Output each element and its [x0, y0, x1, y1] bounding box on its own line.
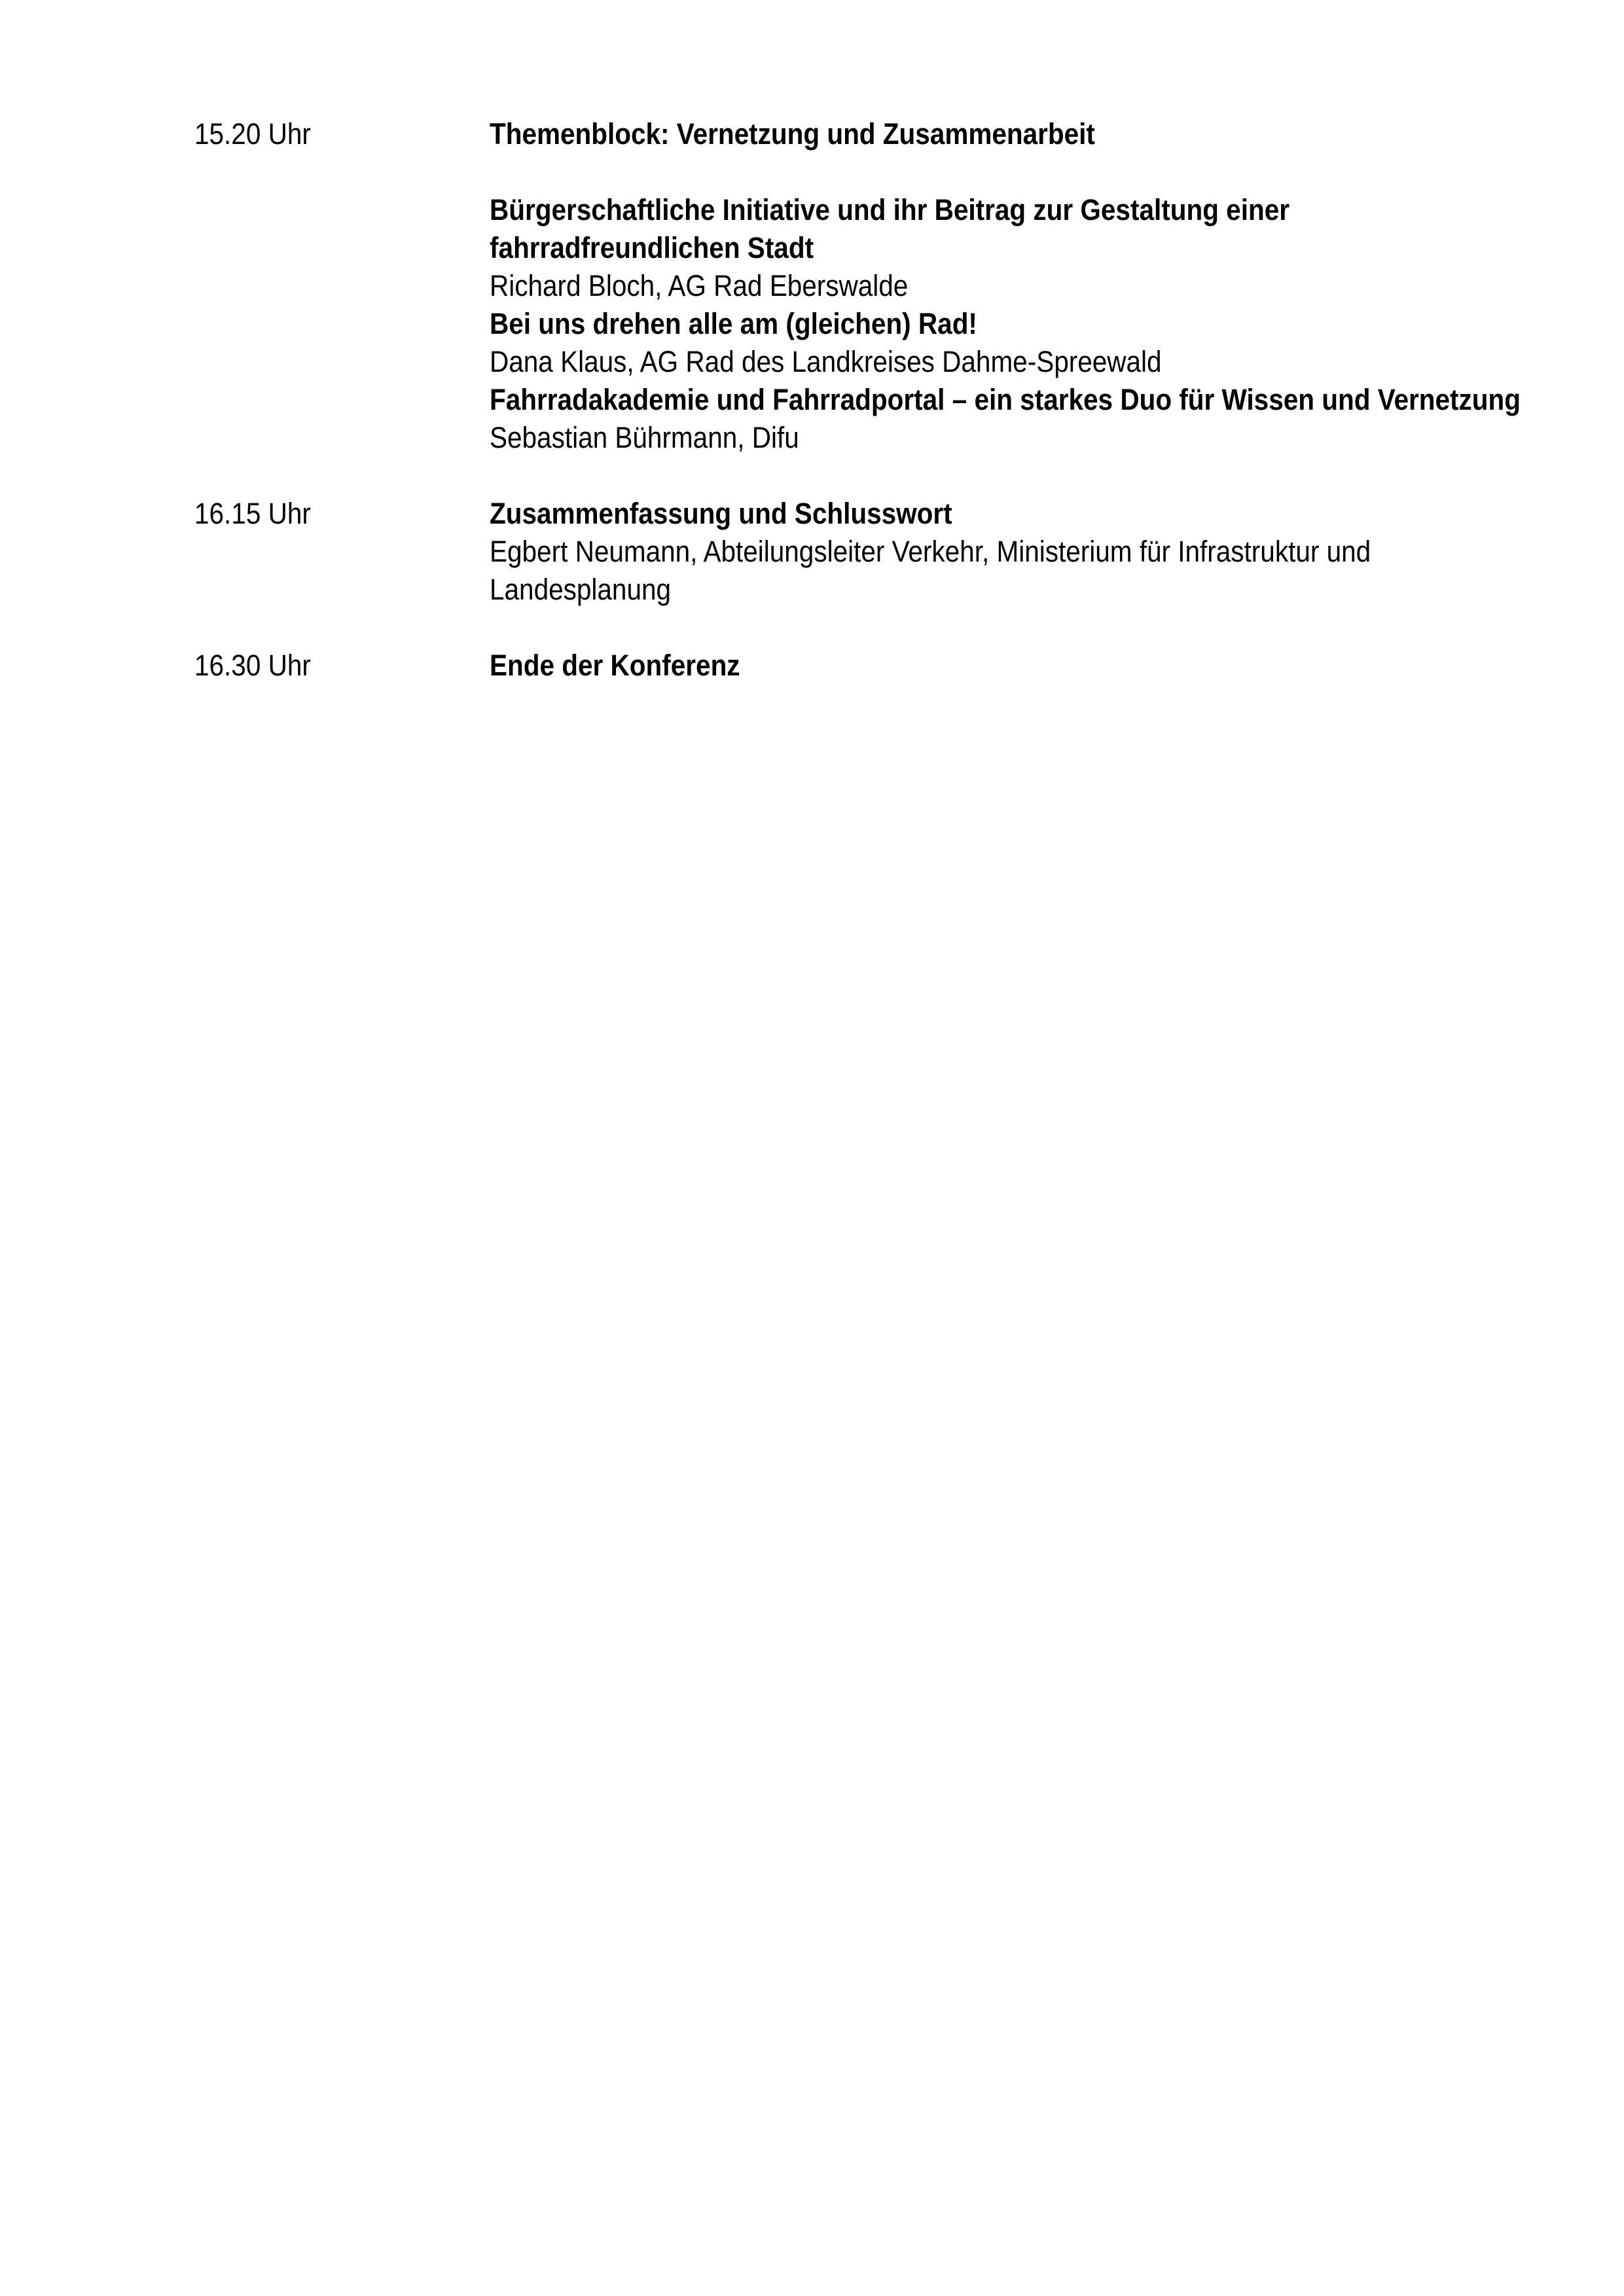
closing-speaker: Egbert Neumann, Abteilungsleiter Verkehr, Ministerium für Infrastruktur und	[490, 535, 1371, 568]
agenda-slot-1630	[194, 647, 1569, 685]
talk-title: Bei uns drehen alle am (gleichen) Rad!	[490, 307, 977, 340]
spacer	[490, 153, 1624, 191]
closing-heading: Zusammenfassung und Schlusswort	[490, 497, 952, 530]
theme-block-heading: Themenblock: Vernetzung und Zusammenarbeit	[490, 117, 1095, 151]
talk-speaker: Dana Klaus, AG Rad des Landkreises Dahme-Spreewald	[490, 345, 1162, 378]
slot-content	[490, 647, 1569, 685]
agenda	[194, 115, 1569, 685]
talk-speaker: Richard Bloch, AG Rad Eberswalde	[490, 269, 909, 302]
talk-speaker: Sebastian Bührmann, Difu	[490, 421, 799, 454]
agenda-slot-1520	[194, 115, 1569, 457]
talk-title: fahrradfreundlichen Stadt	[490, 231, 814, 264]
talk-title: Fahrradakademie und Fahrradportal – ein starkes Duo für Wissen und Vernetzung	[490, 383, 1521, 416]
talk-title: Bürgerschaftliche Initiative und ihr Beitrag zur Gestaltung einer	[490, 193, 1290, 226]
closing-speaker: Landesplanung	[490, 573, 672, 606]
slot-time: 16.30 Uhr	[194, 649, 311, 682]
slot-time: 15.20 Uhr	[194, 117, 311, 151]
slot-content	[490, 115, 1624, 457]
slot-content	[490, 495, 1569, 609]
slot-time: 16.15 Uhr	[194, 497, 311, 530]
agenda-slot-1615	[194, 495, 1569, 609]
end-heading: Ende der Konferenz	[490, 649, 740, 682]
